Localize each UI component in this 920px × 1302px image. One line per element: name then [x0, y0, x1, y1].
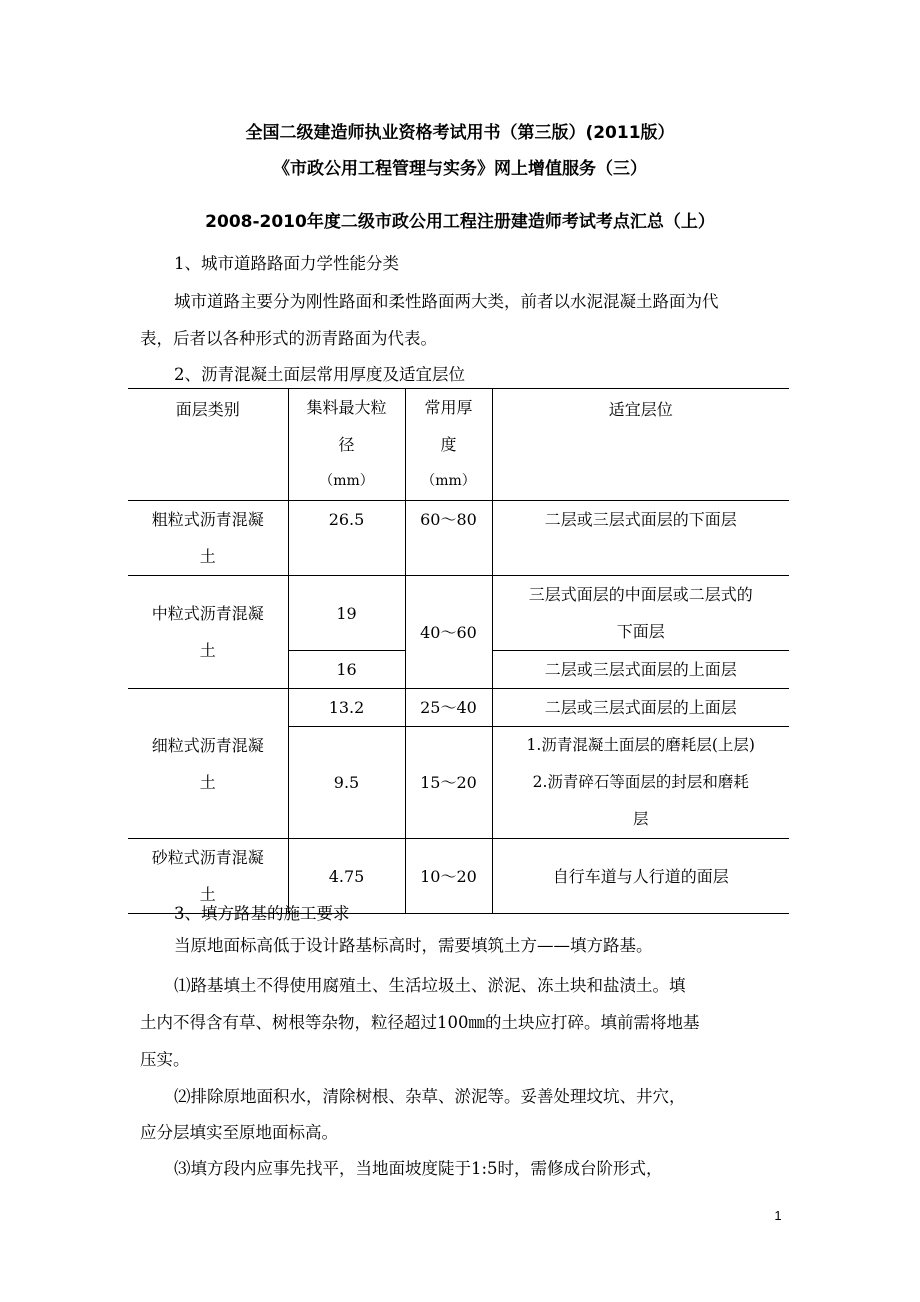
type-sand: 砂粒式沥青混凝 土 — [128, 839, 288, 914]
table-row — [128, 501, 789, 576]
type-fine: 细粒式沥青混凝 土 — [128, 689, 288, 839]
layer-medium-a: 三层式面层的中面层或二层式的 下面层 — [492, 576, 789, 651]
section3-intro: 当原地面标高低于设计路基标高时，需要填筑土方——填方路基。 — [174, 936, 653, 955]
table-row — [128, 576, 789, 651]
size-fine-a: 13.2 — [288, 689, 405, 727]
size-sand: 4.75 — [288, 839, 405, 914]
page-number: 1 — [774, 1208, 782, 1223]
size-medium-b: 16 — [288, 651, 405, 689]
thickness-fine-a: 25～40 — [405, 689, 492, 727]
section1-para-line1: 城市道路主要分为刚性路面和柔性路面两大类，前者以水泥混凝土路面为代 — [174, 292, 719, 311]
document-title-line2: 《市政公用工程管理与实务》网上增值服务（三） — [273, 159, 647, 179]
size-coarse: 26.5 — [288, 501, 405, 576]
item1-line3: 压实。 — [140, 1050, 190, 1069]
layer-medium-b: 二层或三层式面层的上面层 — [492, 651, 789, 689]
header-suitable-layer: 适宜层位 — [492, 389, 789, 501]
thickness-medium: 40～60 — [405, 576, 492, 689]
header-layer-type: 面层类别 — [128, 389, 288, 501]
item1-line2: 土内不得含有草、树根等杂物，粒径超过100㎜的土块应打碎。填前需将地基 — [140, 1013, 700, 1032]
thickness-fine-b: 15～20 — [405, 727, 492, 839]
thickness-sand: 10～20 — [405, 839, 492, 914]
document-subtitle: 2008-2010年度二级市政公用工程注册建造师考试考点汇总（上） — [205, 212, 715, 232]
document-title-line1: 全国二级建造师执业资格考试用书（第三版）(2011版） — [245, 123, 675, 143]
item1-line1: ⑴路基填土不得使用腐殖土、生活垃圾土、淤泥、冻土块和盐渍土。填 — [174, 976, 686, 995]
header-aggregate-size: 集料最大粒 径 （mm） — [288, 389, 405, 501]
layer-sand: 自行车道与人行道的面层 — [492, 839, 789, 914]
section3-heading: 3、填方路基的施工要求 — [174, 904, 350, 923]
item2-line1: ⑵排除原地面积水，清除树根、杂草、淤泥等。妥善处理坟坑、井穴， — [174, 1087, 686, 1106]
section1-heading: 1、城市道路路面力学性能分类 — [174, 254, 399, 273]
table-header-row — [128, 389, 789, 501]
section2-heading: 2、沥青混凝土面层常用厚度及适宜层位 — [174, 365, 465, 384]
type-medium: 中粒式沥青混凝 土 — [128, 576, 288, 689]
table-row — [128, 689, 789, 727]
header-thickness: 常用厚 度 （mm） — [405, 389, 492, 501]
layer-fine-b: 1.沥青混凝土面层的磨耗层(上层) 2.沥青碎石等面层的封层和磨耗 层 — [492, 727, 789, 839]
layer-fine-a: 二层或三层式面层的上面层 — [492, 689, 789, 727]
layer-coarse: 二层或三层式面层的下面层 — [492, 501, 789, 576]
type-coarse: 粗粒式沥青混凝 土 — [128, 501, 288, 576]
section1-para-line2: 表，后者以各种形式的沥青路面为代表。 — [140, 329, 437, 348]
thickness-coarse: 60～80 — [405, 501, 492, 576]
item2-line2: 应分层填实至原地面标高。 — [140, 1123, 338, 1142]
asphalt-layer-table — [128, 388, 789, 914]
size-medium-a: 19 — [288, 576, 405, 651]
size-fine-b: 9.5 — [288, 727, 405, 839]
item3-line1: ⑶填方段内应事先找平，当地面坡度陡于1:5时，需修成台阶形式， — [174, 1159, 663, 1178]
